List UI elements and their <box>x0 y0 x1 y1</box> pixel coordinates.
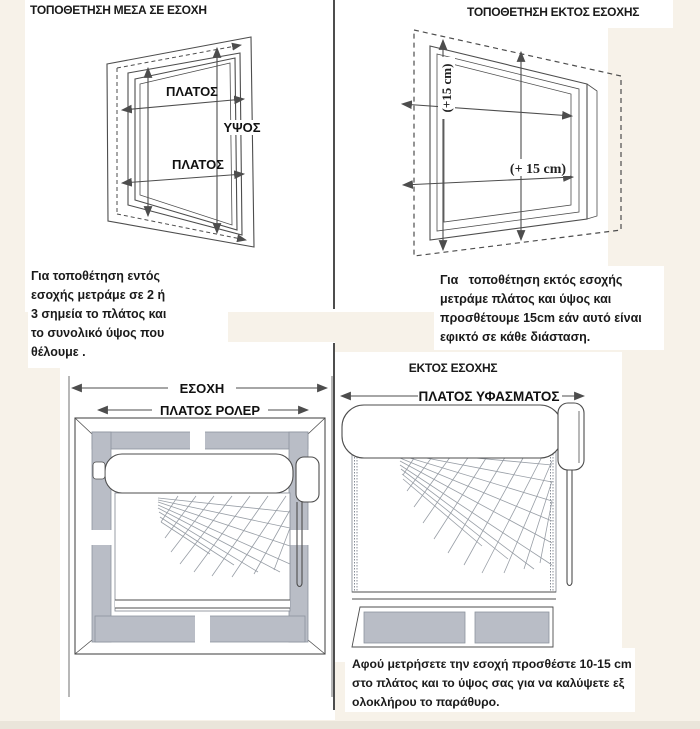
height-plus-label-group <box>438 57 455 119</box>
title-outside-recess-bottom: ΕΚΤΟΣ ΕΣΟΧΗΣ <box>408 361 498 375</box>
note-line: εφικτό σε κάθε διάσταση. <box>440 330 591 344</box>
note-line: στο πλάτος και το ύψος σας για να καλύψετε εξ <box>352 676 625 690</box>
note-line: Για τοποθέτηση εκτός εσοχής <box>440 273 623 287</box>
roller-control-right <box>296 457 319 502</box>
recess-opening-edge <box>128 53 242 235</box>
diagram-roller-outside-recess <box>338 383 638 658</box>
title-outside-recess: ΤΟΠΟΘΕΤΗΣΗ ΕΚΤΟΣ ΕΣΟΧΗΣ <box>467 5 640 19</box>
sill-gap-center <box>195 614 210 644</box>
divider-top <box>333 0 335 309</box>
diagram-roller-inside-recess <box>62 372 340 717</box>
note-line: ολοκλήρου το παράθυρο. <box>352 695 500 709</box>
note-line: μετράμε πλάτος και ύψος και <box>440 292 612 306</box>
note-line: προσθέτουμε 15cm εάν αυτό είναι <box>440 311 642 325</box>
roller-tube <box>105 454 293 493</box>
bead-chain <box>567 470 572 586</box>
diagram-window-inside-recess <box>85 28 325 263</box>
width-label-top: ΠΛΑΤΟΣ <box>166 84 218 99</box>
window-frame-inner <box>444 62 571 222</box>
note-line: 3 σημεία το πλάτος και <box>31 307 167 321</box>
roller-control-right <box>558 403 584 470</box>
note-line: το συνολικό ύψος που <box>31 326 165 340</box>
width-plus-label: (+ 15 cm) <box>509 162 567 177</box>
frame-gap-right <box>287 530 310 545</box>
roller-width-label: ΠΛΑΤΟΣ ΡΟΛΕΡ <box>159 403 261 418</box>
fabric-width-label: ΠΛΑΤΟΣ ΥΦΑΣΜΑΤΟΣ <box>418 389 560 404</box>
frame-gap-left <box>90 530 113 545</box>
sill-section-right <box>475 612 549 643</box>
roller-bracket-left <box>93 462 105 479</box>
recess-label: ΕΣΟΧΗ <box>179 381 225 396</box>
sill-section-left <box>364 612 465 643</box>
note-line: εσοχής μετράμε σε 2 ή <box>31 288 166 302</box>
note-line: Για τοποθέτηση εντός <box>31 269 160 283</box>
frame-notch-top <box>190 430 205 451</box>
note-measure-recess <box>352 655 632 712</box>
roller-tube <box>342 405 562 458</box>
bottom-rail <box>115 600 290 608</box>
diagram-window-outside-recess <box>390 18 635 268</box>
height-plus-label: (+15 cm) <box>439 63 454 113</box>
note-line: θέλουμε . <box>31 345 86 359</box>
width-label-bottom: ΠΛΑΤΟΣ <box>172 157 224 172</box>
note-outside-recess <box>440 271 642 347</box>
height-label: ΥΨΟΣ <box>223 120 261 135</box>
bottom-rail <box>352 592 556 599</box>
note-inside-recess <box>31 267 166 362</box>
bottom-strip <box>0 721 700 729</box>
width-arrow-top <box>402 104 572 116</box>
window-frame-mid <box>437 54 579 231</box>
title-inside-recess: ΤΟΠΟΘΕΤΗΣΗ ΜΕΣΑ ΣΕ ΕΣΟΧΗ <box>30 3 207 17</box>
width-plus-arrow-bottom <box>403 177 573 185</box>
note-line: Αφού μετρήσετε την εσοχή προσθέστε 10-15 cm <box>352 657 632 671</box>
window-jamb-return <box>587 84 597 219</box>
